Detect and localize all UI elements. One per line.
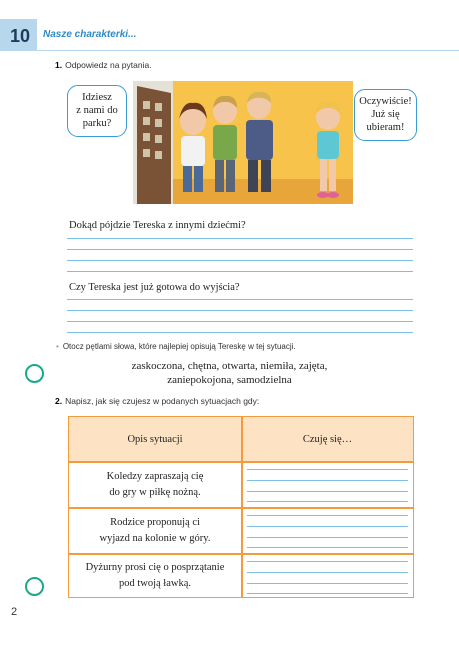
table-answer-line[interactable] [247, 491, 408, 492]
task1-instruction [55, 60, 152, 70]
children-at-door-image [133, 81, 353, 204]
table-row-3-situation: Dyżurny prosi cię o posprzątanie pod twoją ławką. [85, 562, 225, 589]
word-choices-line-1[interactable]: zaskoczona, chętna, otwarta, niemiła, zajęta, [131, 360, 328, 372]
feelings-table [68, 416, 414, 598]
table-answer-line[interactable] [247, 526, 408, 527]
answer-line[interactable] [67, 238, 413, 239]
answer-line[interactable] [67, 321, 413, 322]
task2-number: 2. [55, 396, 63, 406]
table-answer-line[interactable] [247, 469, 408, 470]
task2-instruction [55, 396, 259, 406]
table-answer-line[interactable] [247, 515, 408, 516]
table-row-2-situation: Rodzice proponują ci wyjazd na kolonie w góry. [99, 517, 211, 544]
answer-line[interactable] [67, 332, 413, 333]
answer-line[interactable] [67, 271, 413, 272]
margin-circle-icon [25, 364, 44, 383]
question-1: Dokąd pójdzie Tereska z innymi dziećmi? [69, 220, 246, 231]
lesson-number: 10 [10, 26, 31, 46]
header-rule [37, 50, 459, 51]
table-answer-line[interactable] [247, 593, 408, 594]
lesson-title: Nasze charakterki... [43, 29, 137, 40]
task1-number: 1. [55, 60, 63, 70]
page-number: 2 [11, 606, 18, 618]
circle-task-instruction: • Otocz pętlami słowa, które najlepiej opisują Tereskę w tej sytuacji. [56, 342, 296, 351]
answer-line[interactable] [67, 299, 413, 300]
question-2: Czy Tereska jest już gotowa do wyjścia? [69, 282, 240, 293]
table-answer-line[interactable] [247, 480, 408, 481]
table-answer-line[interactable] [247, 547, 408, 548]
bullet: • [56, 342, 59, 351]
table-header-situation: Opis sytuacji [69, 417, 241, 461]
table-answer-line[interactable] [247, 501, 408, 502]
margin-circle-icon [25, 577, 44, 596]
answer-line[interactable] [67, 260, 413, 261]
speech-bubble-right: Oczywiście! Już się ubieram! [354, 89, 417, 141]
task2-instruction-text: Napisz, jak się czujesz w podanych sytuacjach gdy: [65, 396, 260, 406]
table-row-1-situation: Koledzy zapraszają cię do gry w piłkę nożną. [106, 471, 204, 498]
children-illustration [133, 81, 353, 204]
table-answer-line[interactable] [247, 583, 408, 584]
speech-bubble-left: Idziesz z nami do parku? [67, 85, 127, 137]
task1-instruction-text: Odpowiedz na pytania. [65, 60, 152, 70]
word-choices-line-2[interactable]: zaniepokojona, samodzielna [167, 374, 292, 386]
answer-line[interactable] [67, 249, 413, 250]
table-header-feeling: Czuję się… [242, 417, 413, 461]
table-answer-line[interactable] [247, 561, 408, 562]
table-answer-line[interactable] [247, 537, 408, 538]
table-answer-line[interactable] [247, 572, 408, 573]
answer-line[interactable] [67, 310, 413, 311]
